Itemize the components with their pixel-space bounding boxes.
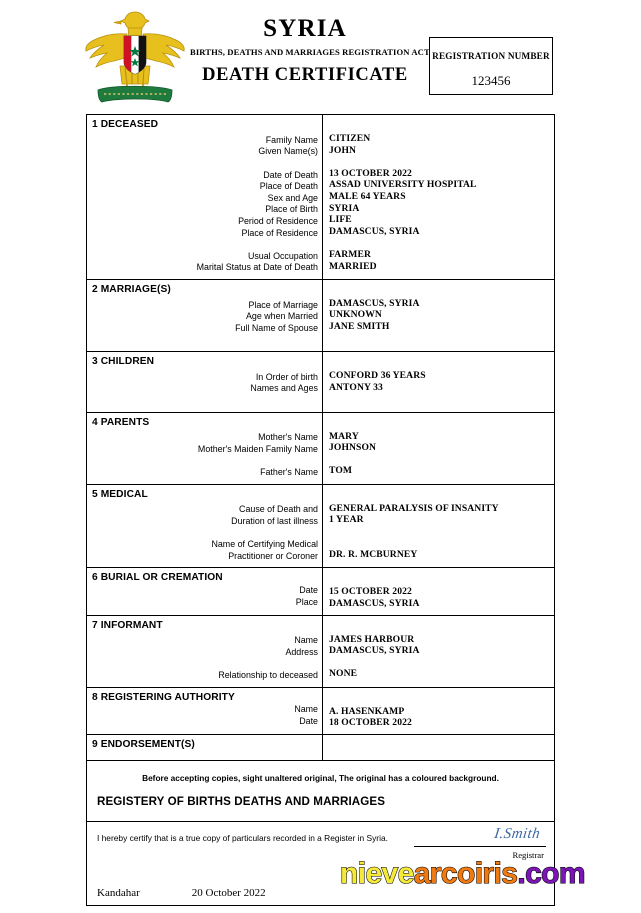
section-marriages [87, 280, 554, 352]
label-informant-address: Address [285, 646, 318, 657]
section-deceased-values [323, 115, 554, 279]
signature-area [414, 826, 546, 861]
label-family-name: Family Name [265, 134, 318, 145]
label-place-of-birth: Place of Birth [265, 204, 318, 215]
section-notice [87, 761, 554, 822]
section-registering-authority [87, 688, 554, 735]
value-full-name-of-spouse: JANE SMITH [329, 321, 390, 333]
copy-notice-text: Before accepting copies, sight unaltered original, The original has a coloured background. [142, 772, 499, 783]
registrar-signature: I.Smith [493, 825, 542, 842]
spacer [92, 239, 318, 251]
value-cause-of-death: GENERAL PARALYSIS OF INSANITY [329, 502, 499, 514]
section-deceased-labels [87, 115, 323, 279]
label-authority-name: Name [294, 704, 318, 715]
section-deceased [87, 115, 554, 280]
registration-number-value: 123456 [471, 73, 511, 88]
section-medical-title: 5 MEDICAL [92, 488, 148, 500]
value-mothers-name: MARY [329, 430, 359, 442]
section-parents-values [323, 413, 554, 484]
label-burial-date: Date [299, 585, 318, 596]
value-age-when-married: UNKNOWN [329, 309, 382, 321]
label-certifier-line1: Name of Certifying Medical [211, 539, 318, 550]
value-marital-status: MARRIED [329, 260, 377, 272]
label-period-of-residence: Period of Residence [238, 215, 318, 226]
value-given-names: JOHN [329, 144, 357, 156]
registry-heading: REGISTERY OF BIRTHS DEATHS AND MARRIAGES [97, 794, 386, 808]
label-usual-occupation: Usual Occupation [247, 250, 318, 261]
value-duration-of-last-illness: 1 YEAR [329, 514, 364, 526]
spacer [92, 395, 318, 407]
label-cause-of-death-line2: Duration of last illness [231, 516, 318, 526]
spacer [92, 334, 318, 346]
document-header [0, 0, 641, 110]
section-medical-labels [87, 485, 323, 568]
label-marital-status: Marital Status at Date of Death [196, 262, 318, 273]
value-certifying-practitioner: DR. R. MCBURNEY [329, 549, 418, 561]
label-place-of-residence: Place of Residence [241, 227, 318, 238]
label-given-names: Given Name(s) [258, 146, 318, 157]
value-authority-name: A. HASENKAMP [329, 705, 405, 717]
spacer [329, 156, 550, 168]
section-burial-title: 6 BURIAL OR CREMATION [92, 572, 223, 584]
section-children [87, 352, 554, 413]
label-certifier-line2: Practitioner or Coroner [228, 550, 318, 561]
section-parents-labels [87, 413, 323, 484]
section-registering-authority-values [323, 688, 554, 734]
label-date-of-death: Date of Death [263, 169, 318, 180]
section-deceased-title: 1 DECEASED [92, 119, 159, 130]
label-place-of-marriage: Place of Marriage [248, 299, 318, 310]
value-in-order-of-birth: CONFORD 36 YEARS [329, 370, 426, 381]
title-block [190, 15, 430, 86]
value-burial-date: 15 OCTOBER 2022 [329, 586, 412, 598]
label-sex-and-age: Sex and Age [267, 192, 318, 203]
value-names-and-ages: ANTONY 33 [329, 381, 383, 393]
country-title: SYRIA [263, 15, 347, 42]
label-informant-name: Name [294, 635, 318, 646]
watermark-part-3: .com [517, 857, 585, 890]
section-endorsements-labels [87, 735, 323, 760]
section-marriages-values [323, 280, 554, 351]
section-burial [87, 568, 554, 615]
value-place-of-death: ASSAD UNIVERSITY HOSPITAL [329, 179, 477, 191]
value-family-name: CITIZEN [329, 133, 371, 144]
value-informant-address: DAMASCUS, SYRIA [329, 645, 420, 657]
section-children-values [323, 352, 554, 412]
value-authority-date: 18 OCTOBER 2022 [329, 717, 412, 729]
issuing-city: Kandahar [97, 886, 140, 899]
label-mothers-name: Mother's Name [258, 432, 318, 443]
site-watermark [340, 857, 585, 891]
section-registering-authority-title: 8 REGISTERING AUTHORITY [92, 691, 235, 703]
label-informant-relationship: Relationship to deceased [218, 670, 318, 681]
section-endorsements [87, 735, 554, 761]
section-informant-labels [87, 616, 323, 687]
value-mothers-maiden-family-name: JOHNSON [329, 442, 377, 454]
label-mothers-maiden-family-name: Mother's Maiden Family Name [197, 443, 318, 454]
section-marriages-labels [87, 280, 323, 351]
registration-number-box [429, 37, 553, 95]
value-period-of-residence: LIFE [329, 214, 352, 226]
label-full-name-of-spouse: Full Name of Spouse [235, 322, 318, 333]
signature-rule [414, 846, 546, 847]
watermark-part-2: arcoiris [413, 857, 518, 890]
certificate-table [86, 114, 555, 906]
label-burial-place: Place [295, 596, 318, 607]
registration-number-label: REGISTRATION NUMBER [432, 51, 550, 61]
spacer [329, 237, 550, 249]
section-burial-values [323, 568, 554, 614]
section-informant-title: 7 INFORMANT [92, 619, 163, 631]
spacer [92, 158, 318, 170]
section-endorsements-title: 9 ENDORSEMENT(S) [92, 738, 195, 750]
section-parents-title: 4 PARENTS [92, 416, 150, 428]
notice-block [87, 761, 554, 821]
section-informant-values [323, 616, 554, 687]
value-place-of-marriage: DAMASCUS, SYRIA [329, 297, 420, 309]
value-informant-name: JAMES HARBOUR [329, 633, 415, 645]
section-children-title: 3 CHILDREN [92, 356, 155, 367]
value-date-of-death: 13 OCTOBER 2022 [329, 167, 412, 179]
label-fathers-name: Father's Name [260, 467, 318, 478]
section-registering-authority-labels [87, 688, 323, 734]
certification-text: I hereby certify that is a true copy of particulars recorded in a Register in Syria. [97, 832, 388, 843]
label-age-when-married: Age when Married [245, 311, 318, 322]
section-endorsements-values [323, 735, 554, 760]
value-sex-and-age: MALE 64 YEARS [329, 190, 406, 202]
label-names-and-ages: Names and Ages [250, 383, 318, 394]
issuing-date: 20 October 2022 [191, 886, 266, 899]
label-cause-of-death-line1: Cause of Death and [239, 504, 318, 515]
syria-coat-of-arms-icon [80, 6, 190, 110]
registrar-label: Registrar [512, 850, 544, 861]
section-marriages-title: 2 MARRIAGE(S) [92, 283, 171, 295]
section-medical-values [323, 485, 554, 568]
watermark-part-1: nieve [340, 857, 414, 890]
act-subtitle: BIRTHS, DEATHS AND MARRIAGES REGISTRATION ACT [190, 47, 430, 58]
label-authority-date: Date [299, 716, 318, 727]
section-children-labels [87, 352, 323, 412]
value-burial-place: DAMASCUS, SYRIA [329, 597, 420, 609]
section-informant [87, 616, 554, 688]
value-place-of-residence: DAMASCUS, SYRIA [329, 225, 420, 237]
section-parents [87, 413, 554, 485]
label-place-of-death: Place of Death [259, 181, 318, 192]
document-type-title: DEATH CERTIFICATE [202, 65, 408, 86]
section-burial-labels [87, 568, 323, 614]
value-place-of-birth: SYRIA [329, 202, 360, 214]
value-informant-relationship: NONE [329, 668, 358, 680]
section-medical [87, 485, 554, 569]
value-fathers-name: TOM [329, 465, 353, 477]
value-usual-occupation: FARMER [329, 248, 371, 260]
label-in-order-of-birth: In Order of birth [255, 371, 318, 382]
